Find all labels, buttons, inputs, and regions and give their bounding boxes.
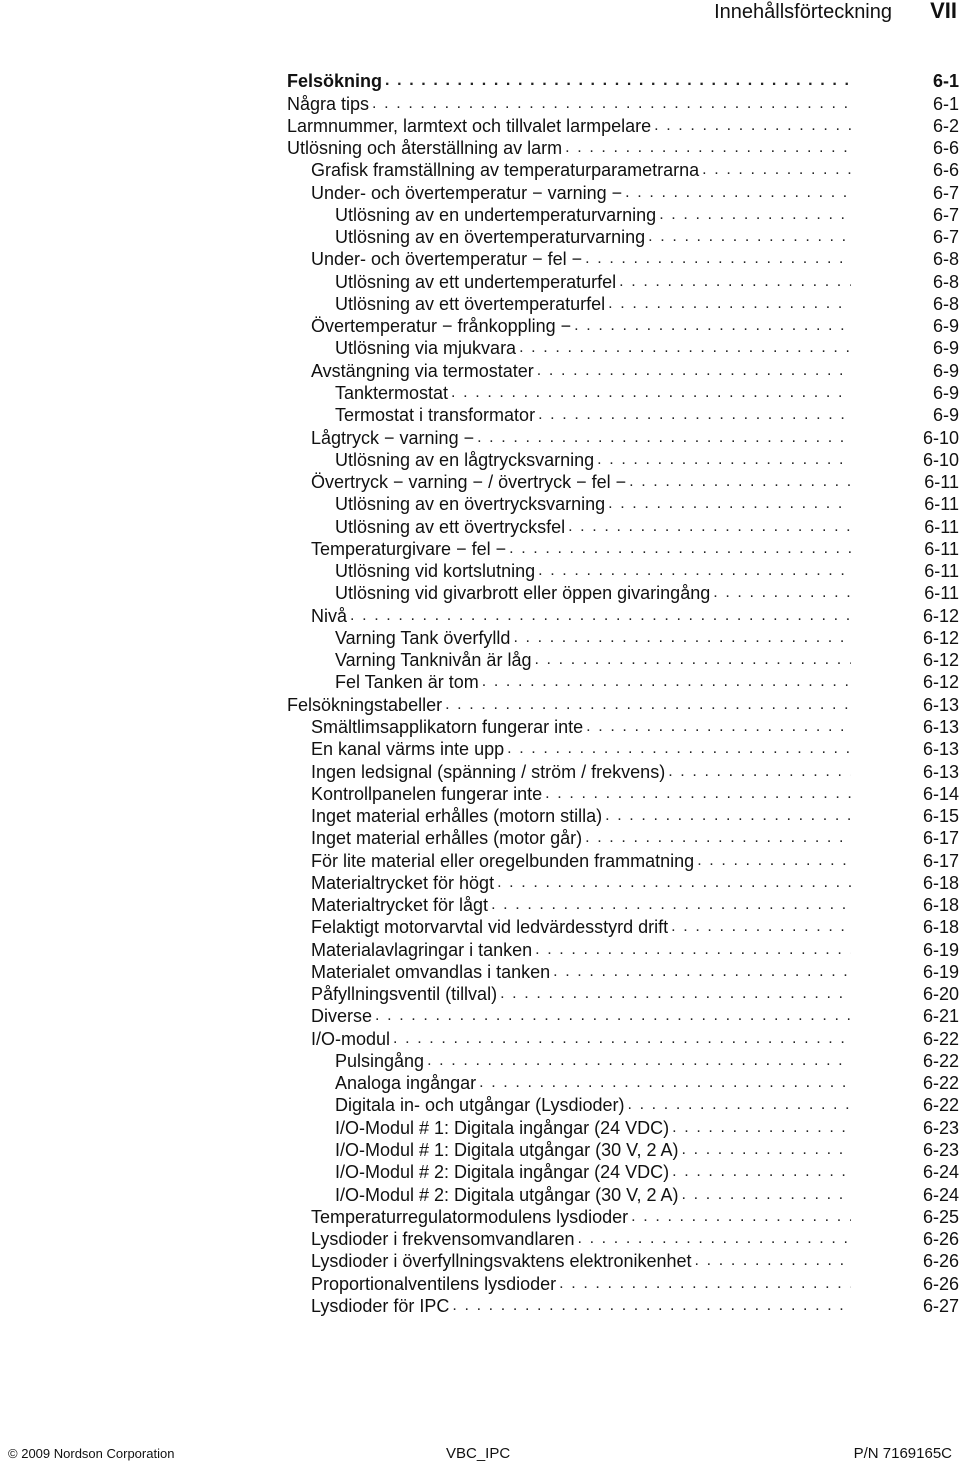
toc-dot-leader: [682, 1184, 851, 1206]
toc-entry-page: 6-8: [932, 293, 959, 314]
toc-entry-leader: [335, 449, 851, 471]
toc-entry[interactable]: [287, 1206, 959, 1228]
toc-dot-leader: [372, 93, 851, 115]
toc-entry-leader: [335, 1117, 851, 1139]
toc-entry[interactable]: [287, 1183, 959, 1205]
header-title: Innehållsförteckning: [714, 1, 892, 23]
toc-entry-page: 6-7: [932, 182, 959, 203]
toc-entry-title: Materialavlagringar i tanken: [311, 939, 533, 960]
toc-entry-leader: [311, 360, 851, 382]
toc-entry-title: Några tips: [287, 93, 370, 114]
toc-entry-leader: [311, 850, 851, 872]
toc-entry-leader: [311, 983, 851, 1005]
toc-entry-leader: [335, 493, 851, 515]
toc-entry-page: 6-22: [922, 1073, 959, 1094]
toc-entry-page: 6-1: [932, 93, 959, 114]
toc-entry-page: 6-19: [922, 939, 959, 960]
toc-dot-leader: [608, 293, 851, 315]
toc-dot-leader: [479, 1072, 851, 1094]
toc-entry[interactable]: [287, 983, 959, 1005]
toc-entry-title: Lysdioder i överfyllningsvaktens elektronikenhet: [311, 1251, 692, 1272]
toc-dot-leader: [597, 449, 851, 471]
toc-entry[interactable]: [287, 1250, 959, 1272]
toc-entry-page: 6-13: [922, 694, 959, 715]
toc-entry[interactable]: [287, 1272, 959, 1294]
toc-entry[interactable]: [287, 226, 959, 248]
toc-entry[interactable]: [287, 159, 959, 181]
toc-entry[interactable]: [287, 359, 959, 381]
toc-entry-leader: [335, 582, 851, 604]
toc-entry[interactable]: [287, 115, 959, 137]
toc-dot-leader: [695, 1250, 851, 1272]
toc-entry-title: Under- och övertemperatur − fel −: [311, 249, 583, 270]
toc-entry-leader: [311, 538, 851, 560]
toc-dot-leader: [350, 605, 851, 627]
toc-entry-title: Under- och övertemperatur − varning −: [311, 182, 623, 203]
toc-entry-leader: [335, 337, 851, 359]
toc-entry[interactable]: [287, 560, 959, 582]
toc-entry[interactable]: [287, 493, 959, 515]
toc-entry[interactable]: [287, 627, 959, 649]
toc-entry-title: Utlösning av ett övertrycksfel: [335, 516, 566, 537]
toc-dot-leader: [559, 1273, 851, 1295]
toc-dot-leader: [619, 271, 851, 293]
toc-entry-title: Övertryck − varning − / övertryck − fel −: [311, 472, 627, 493]
toc-entry-title: Utlösning av ett undertemperaturfel: [335, 271, 617, 292]
toc-entry[interactable]: [287, 916, 959, 938]
toc-entry-page: 6-26: [922, 1229, 959, 1250]
toc-entry-title: Utlösning av ett övertemperaturfel: [335, 293, 606, 314]
toc-entry-page: 6-17: [922, 850, 959, 871]
toc-entry-leader: [335, 204, 851, 226]
toc-entry-title: I/O-Modul # 1: Digitala ingångar (24 VDC): [335, 1117, 670, 1138]
toc-entry-leader: [311, 471, 851, 493]
toc-dot-leader: [605, 805, 851, 827]
toc-entry[interactable]: [287, 716, 959, 738]
toc-entry-page: 6-2: [932, 115, 959, 136]
toc-entry-title: Kontrollpanelen fungerar inte: [311, 783, 543, 804]
toc-dot-leader: [375, 1005, 851, 1027]
toc-entry-page: 6-18: [922, 872, 959, 893]
toc-entry[interactable]: [287, 1005, 959, 1027]
toc-entry-page: 6-7: [932, 227, 959, 248]
toc-entry-leader: [335, 671, 851, 693]
toc-entry-title: Pulsingång: [335, 1050, 425, 1071]
toc-entry-leader: [311, 248, 851, 270]
toc-entry[interactable]: [287, 538, 959, 560]
toc-entry-title: Temperaturregulatormodulens lysdioder: [311, 1206, 629, 1227]
toc-entry-leader: [335, 271, 851, 293]
toc-entry-title: Felsökningstabeller: [287, 694, 443, 715]
toc-dot-leader: [568, 516, 851, 538]
toc-entry-page: 6-8: [932, 249, 959, 270]
toc-entry-leader: [311, 182, 851, 204]
toc-entry[interactable]: [287, 582, 959, 604]
toc-entry-title: Utlösning via mjukvara: [335, 338, 517, 359]
toc-entry[interactable]: [287, 337, 959, 359]
toc-entry-page: 6-6: [932, 160, 959, 181]
toc-dot-leader: [500, 983, 851, 1005]
toc-entry-page: 6-15: [922, 806, 959, 827]
toc-dot-leader: [451, 382, 851, 404]
toc-dot-leader: [608, 493, 851, 515]
toc-entry-leader: [311, 783, 851, 805]
toc-entry-title: Övertemperatur − frånkoppling −: [311, 316, 572, 337]
toc-entry[interactable]: [287, 671, 959, 693]
toc-entry-title: Inget material erhålles (motorn stilla): [311, 806, 603, 827]
toc-entry[interactable]: [287, 693, 959, 715]
toc-entry-leader: [311, 939, 851, 961]
toc-entry-page: 6-22: [922, 1050, 959, 1071]
toc-entry[interactable]: [287, 1072, 959, 1094]
toc-entry[interactable]: [287, 92, 959, 114]
toc-dot-leader: [672, 1161, 851, 1183]
toc-dot-leader: [668, 761, 851, 783]
toc-entry-page: 6-17: [922, 828, 959, 849]
toc-entry-leader: [311, 1028, 851, 1050]
toc-entry-page: 6-6: [932, 138, 959, 159]
toc-entry-page: 6-24: [922, 1184, 959, 1205]
toc-entry-title: Felsökning: [287, 71, 383, 92]
toc-entry-title: Utlösning och återställning av larm: [287, 138, 563, 159]
toc-entry[interactable]: [287, 738, 959, 760]
toc-entry-leader: [311, 716, 851, 738]
toc-entry-title: Temperaturgivare − fel −: [311, 538, 507, 559]
toc-entry-leader: [311, 315, 851, 337]
toc-entry-leader: [335, 1072, 851, 1094]
toc-dot-leader: [553, 961, 851, 983]
toc-entry[interactable]: [287, 872, 959, 894]
toc-entry-title: Ingen ledsignal (spänning / ström / frekvens): [311, 761, 666, 782]
toc-entry-leader: [311, 916, 851, 938]
toc-dot-leader: [671, 916, 851, 938]
toc-dot-leader: [625, 182, 851, 204]
toc-dot-leader: [538, 560, 851, 582]
toc-entry-title: Materialtrycket för lågt: [311, 895, 489, 916]
toc-dot-leader: [452, 1295, 851, 1317]
footer-document-id: VBC_IPC: [446, 1445, 511, 1462]
toc-entry-page: 6-10: [922, 427, 959, 448]
toc-entry-page: 6-23: [922, 1117, 959, 1138]
toc-dot-leader: [586, 716, 851, 738]
toc-entry-leader: [335, 560, 851, 582]
toc-entry-page: 6-19: [922, 961, 959, 982]
toc-dot-leader: [427, 1050, 851, 1072]
toc-entry-page: 6-11: [924, 472, 959, 493]
copyright-symbol: ©: [8, 1446, 18, 1461]
toc-entry-leader: [311, 894, 851, 916]
toc-entry-page: 6-11: [924, 516, 959, 537]
toc-entry-title: Utlösning av en övertrycksvarning: [335, 494, 606, 515]
toc-dot-leader: [654, 115, 851, 137]
toc-entry-page: 6-20: [922, 984, 959, 1005]
toc-entry-page: 6-12: [922, 672, 959, 693]
toc-entry-title: Lågtryck − varning −: [311, 427, 475, 448]
toc-entry-leader: [311, 1295, 851, 1317]
toc-dot-leader: [672, 1117, 851, 1139]
toc-entry-leader: [287, 115, 851, 137]
toc-dot-leader: [497, 872, 851, 894]
toc-dot-leader: [393, 1028, 851, 1050]
toc-entry-leader: [287, 137, 851, 159]
toc-entry[interactable]: [287, 404, 959, 426]
toc-entry-leader: [311, 159, 851, 181]
toc-entry-leader: [311, 1206, 851, 1228]
toc-entry-title: Nivå: [311, 605, 348, 626]
toc-entry[interactable]: [287, 382, 959, 404]
toc-entry[interactable]: [287, 248, 959, 270]
toc-entry-title: Fel Tanken är tom: [335, 672, 479, 693]
toc-dot-leader: [491, 894, 851, 916]
toc-entry[interactable]: [287, 1050, 959, 1072]
toc-dot-leader: [545, 783, 851, 805]
toc-entry-title: Utlösning av en övertemperaturvarning: [335, 227, 646, 248]
toc-entry-leader: [311, 427, 851, 449]
toc-entry-page: 6-11: [924, 561, 959, 582]
toc-entry-title: Digitala in- och utgångar (Lysdioder): [335, 1095, 625, 1116]
toc-entry-leader: [311, 872, 851, 894]
toc-entry-title: Termostat i transformator: [335, 405, 536, 426]
toc-entry[interactable]: [287, 1094, 959, 1116]
toc-entry-page: 6-24: [922, 1162, 959, 1183]
toc-entry-title: Materialtrycket för högt: [311, 872, 495, 893]
toc-dot-leader: [697, 850, 851, 872]
toc-entry-title: Proportionalventilens lysdioder: [311, 1273, 557, 1294]
toc-entry-leader: [287, 93, 851, 115]
toc-entry-title: Inget material erhålles (motor går): [311, 828, 583, 849]
toc-entry-page: 6-9: [932, 338, 959, 359]
toc-entry-title: Tanktermostat: [335, 382, 449, 403]
toc-dot-leader: [585, 248, 851, 270]
toc-entry-page: 6-9: [932, 360, 959, 381]
toc-entry-page: 6-13: [922, 716, 959, 737]
toc-entry-leader: [287, 694, 851, 716]
toc-dot-leader: [537, 360, 851, 382]
toc-entry-leader: [335, 516, 851, 538]
toc-entry[interactable]: [287, 471, 959, 493]
toc-dot-leader: [534, 649, 851, 671]
toc-entry-title: Lysdioder för IPC: [311, 1295, 450, 1316]
toc-entry[interactable]: [287, 849, 959, 871]
toc-entry-page: 6-9: [932, 316, 959, 337]
toc-entry-title: En kanal värms inte upp: [311, 739, 505, 760]
toc-entry-page: 6-8: [932, 271, 959, 292]
toc-entry[interactable]: [287, 70, 959, 92]
toc-entry-page: 6-25: [922, 1206, 959, 1227]
toc-entry[interactable]: [287, 961, 959, 983]
toc-dot-leader: [513, 627, 851, 649]
toc-entry-page: 6-14: [922, 783, 959, 804]
toc-entry-title: Materialet omvandlas i tanken: [311, 961, 551, 982]
toc-dot-leader: [682, 1139, 851, 1161]
toc-entry-page: 6-26: [922, 1251, 959, 1272]
toc-entry[interactable]: [287, 181, 959, 203]
toc-dot-leader: [445, 694, 851, 716]
toc-dot-leader: [574, 315, 851, 337]
toc-entry-page: 6-11: [924, 583, 959, 604]
toc-entry-leader: [311, 1250, 851, 1272]
toc-dot-leader: [482, 671, 851, 693]
toc-entry[interactable]: [287, 827, 959, 849]
toc-entry[interactable]: [287, 805, 959, 827]
toc-entry-leader: [335, 1184, 851, 1206]
toc-entry-title: I/O-modul: [311, 1028, 391, 1049]
toc-entry-leader: [311, 1273, 851, 1295]
toc-entry-page: 6-11: [924, 538, 959, 559]
toc-dot-leader: [628, 1094, 852, 1116]
toc-entry-page: 6-22: [922, 1028, 959, 1049]
toc-entry[interactable]: [287, 760, 959, 782]
toc-dot-leader: [385, 70, 851, 92]
toc-dot-leader: [631, 1206, 851, 1228]
toc-entry-leader: [335, 382, 851, 404]
toc-entry[interactable]: [287, 1116, 959, 1138]
toc-entry-page: 6-18: [922, 917, 959, 938]
toc-entry-page: 6-9: [932, 405, 959, 426]
header-page-number: VII: [930, 0, 957, 23]
toc-entry-title: I/O-Modul # 1: Digitala utgångar (30 V, 2 A): [335, 1140, 679, 1161]
toc-entry-leader: [311, 605, 851, 627]
toc-dot-leader: [585, 827, 851, 849]
toc-entry-leader: [335, 1161, 851, 1183]
toc-entry[interactable]: [287, 1161, 959, 1183]
toc-entry-page: 6-26: [922, 1273, 959, 1294]
toc-dot-leader: [519, 337, 851, 359]
toc-entry[interactable]: [287, 204, 959, 226]
toc-entry-page: 6-27: [922, 1295, 959, 1316]
toc-dot-leader: [535, 939, 851, 961]
toc-entry-title: Lysdioder i frekvensomvandlaren: [311, 1229, 575, 1250]
toc-entry[interactable]: [287, 1228, 959, 1250]
toc-dot-leader: [659, 204, 851, 226]
toc-entry-leader: [311, 961, 851, 983]
toc-entry-page: 6-12: [922, 650, 959, 671]
toc-entry-title: Utlösning vid givarbrott eller öppen givaringång: [335, 583, 711, 604]
toc-entry-leader: [335, 1094, 851, 1116]
toc-entry-leader: [335, 293, 851, 315]
toc-entry-page: 6-13: [922, 761, 959, 782]
footer-copyright: [8, 1446, 174, 1462]
toc-entry-title: Utlösning av en undertemperaturvarning: [335, 204, 657, 225]
toc-entry-title: Analoga ingångar: [335, 1073, 477, 1094]
toc-entry-leader: [311, 761, 851, 783]
toc-entry-page: 6-13: [922, 739, 959, 760]
toc-entry-title: Diverse: [311, 1006, 373, 1027]
toc-entry[interactable]: [287, 649, 959, 671]
toc-entry-leader: [335, 1139, 851, 1161]
toc-entry-title: För lite material eller oregelbunden frammatning: [311, 850, 695, 871]
toc-entry-title: Varning Tank överfylld: [335, 627, 511, 648]
toc-entry[interactable]: [287, 1027, 959, 1049]
table-of-contents: [287, 70, 959, 1317]
toc-entry-title: Larmnummer, larmtext och tillvalet larmpelare: [287, 115, 652, 136]
toc-entry-leader: [311, 827, 851, 849]
toc-entry[interactable]: [287, 1139, 959, 1161]
footer-part-number: P/N 7169165C: [853, 1445, 952, 1462]
toc-entry-page: 6-23: [922, 1140, 959, 1161]
toc-entry-title: I/O-Modul # 2: Digitala utgångar (30 V, 2 A): [335, 1184, 679, 1205]
copyright-text: 2009 Nordson Corporation: [21, 1446, 175, 1461]
toc-dot-leader: [629, 471, 851, 493]
toc-entry-title: Varning Tanknivån är låg: [335, 650, 532, 671]
toc-entry[interactable]: [287, 938, 959, 960]
toc-dot-leader: [565, 137, 851, 159]
toc-dot-leader: [477, 427, 851, 449]
toc-entry-leader: [287, 70, 851, 92]
toc-entry[interactable]: [287, 137, 959, 159]
toc-entry-leader: [335, 226, 851, 248]
toc-dot-leader: [577, 1228, 851, 1250]
toc-entry-page: 6-7: [932, 204, 959, 225]
toc-dot-leader: [648, 226, 851, 248]
toc-entry[interactable]: [287, 293, 959, 315]
toc-entry-title: Utlösning av en lågtrycksvarning: [335, 449, 595, 470]
toc-entry[interactable]: [287, 894, 959, 916]
toc-entry[interactable]: [287, 449, 959, 471]
toc-entry-title: Utlösning vid kortslutning: [335, 561, 536, 582]
toc-entry[interactable]: [287, 426, 959, 448]
toc-entry-page: 6-12: [922, 605, 959, 626]
toc-entry-page: 6-10: [922, 449, 959, 470]
toc-dot-leader: [509, 538, 851, 560]
toc-entry-title: Felaktigt motorvarvtal vid ledvärdesstyrd drift: [311, 917, 669, 938]
toc-entry[interactable]: [287, 1295, 959, 1317]
toc-dot-leader: [702, 159, 851, 181]
toc-entry-leader: [311, 738, 851, 760]
toc-entry-title: Avstängning via termostater: [311, 360, 534, 381]
toc-dot-leader: [538, 404, 851, 426]
toc-entry-leader: [335, 649, 851, 671]
toc-entry-page: 6-1: [932, 71, 959, 92]
toc-entry-page: 6-11: [924, 494, 959, 515]
toc-entry-leader: [311, 805, 851, 827]
toc-entry[interactable]: [287, 515, 959, 537]
toc-dot-leader: [507, 738, 851, 760]
toc-entry-title: Påfyllningsventil (tillval): [311, 984, 498, 1005]
toc-entry-leader: [311, 1228, 851, 1250]
toc-entry-title: I/O-Modul # 2: Digitala ingångar (24 VDC): [335, 1162, 670, 1183]
toc-entry-title: Smältlimsapplikatorn fungerar inte: [311, 716, 584, 737]
toc-entry[interactable]: [287, 604, 959, 626]
toc-entry-leader: [311, 1005, 851, 1027]
toc-entry[interactable]: [287, 783, 959, 805]
toc-entry-page: 6-22: [922, 1095, 959, 1116]
toc-dot-leader: [713, 582, 851, 604]
toc-entry[interactable]: [287, 270, 959, 292]
toc-entry-leader: [335, 627, 851, 649]
toc-entry-title: Grafisk framställning av temperaturparametrarna: [311, 160, 700, 181]
toc-entry-leader: [335, 404, 851, 426]
toc-entry-page: 6-12: [922, 627, 959, 648]
toc-entry-page: 6-21: [922, 1006, 959, 1027]
toc-entry-page: 6-18: [922, 895, 959, 916]
toc-entry-page: 6-9: [932, 382, 959, 403]
toc-entry-leader: [335, 1050, 851, 1072]
toc-entry[interactable]: [287, 315, 959, 337]
